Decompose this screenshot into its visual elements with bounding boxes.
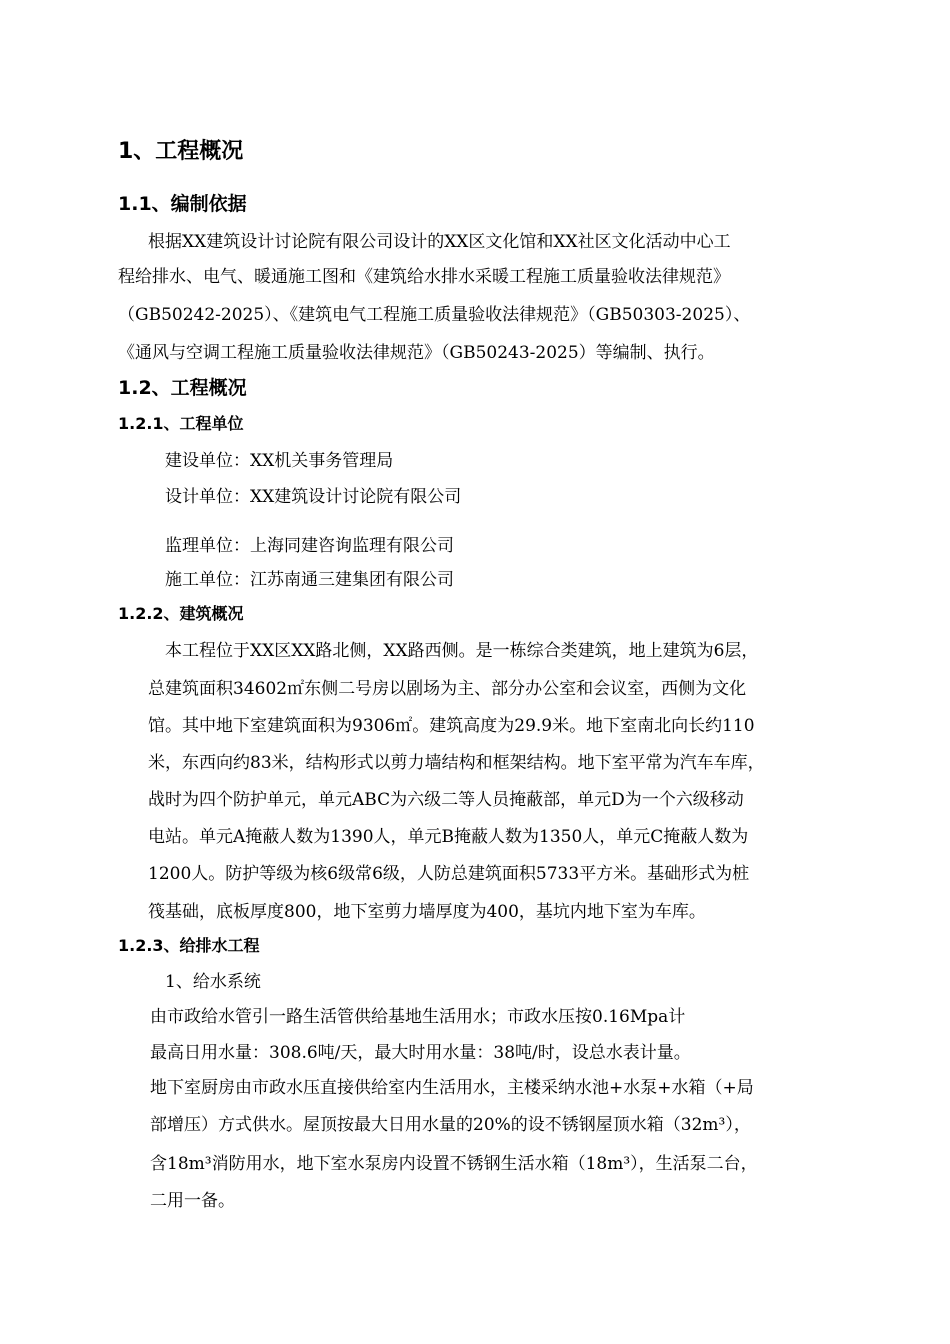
building-line-3: 馆。其中地下室建筑面积为9306㎡。建筑高度为29.9米。地下室南北向长约110 — [148, 716, 755, 736]
water-line-5: 部增压）方式供水。屋顶按最大日用水量的20%的设不锈钢屋顶水箱（32m³）， — [150, 1115, 751, 1135]
unit-construction: 建设单位：XX机关事务管理局 — [165, 451, 394, 471]
section-1-2-heading: 1.2、工程概况 — [118, 377, 247, 399]
unit-design: 设计单位：XX建筑设计讨论院有限公司 — [165, 487, 462, 507]
building-line-7: 1200人。防护等级为核6级常6级，人防总建筑面积5733平方米。基础形式为桩 — [148, 864, 750, 884]
building-line-6: 电站。单元A掩蔽人数为1390人，单元B掩蔽人数为1350人，单元C掩蔽人数为 — [148, 827, 749, 847]
basis-line-3: （GB50242-2025）、《建筑电气工程施工质量验收法律规范》（GB50303-2025）、 — [118, 305, 751, 325]
water-line-4: 地下室厨房由市政水压直接供给室内生活用水，主楼采纳水池+水泵+水箱（+局 — [150, 1078, 754, 1098]
water-line-1: 1、给水系统 — [165, 972, 261, 992]
basis-line-4: 《通风与空调工程施工质量验收法律规范》（GB50243-2025）等编制、执行。 — [118, 343, 715, 363]
water-line-3: 最高日用水量：308.6吨/天，最大时用水量：38吨/时，设总水表计量。 — [150, 1043, 691, 1063]
unit-supervision: 监理单位：上海同建咨询监理有限公司 — [165, 536, 454, 556]
section-1-1-heading: 1.1、编制依据 — [118, 193, 247, 215]
unit-contractor: 施工单位：江苏南通三建集团有限公司 — [165, 570, 454, 590]
section-1-2-3-heading: 1.2.3、给排水工程 — [118, 936, 260, 955]
building-line-8: 筏基础，底板厚度800，地下室剪力墙厚度为400，基坑内地下室为车库。 — [148, 902, 706, 922]
water-line-6: 含18m³消防用水，地下室水泵房内设置不锈钢生活水箱（18m³），生活泵二台， — [150, 1154, 758, 1174]
building-line-1: 本工程位于XX区XX路北侧，XX路西侧。是一栋综合类建筑，地上建筑为6层， — [165, 641, 759, 661]
building-line-4: 米，东西向约83米，结构形式以剪力墙结构和框架结构。地下室平常为汽车车库， — [148, 753, 765, 773]
basis-line-1: 根据XX建筑设计讨论院有限公司设计的XX区文化馆和XX社区文化活动中心工 — [148, 232, 731, 252]
building-line-2: 总建筑面积34602㎡东侧二号房以剧场为主、部分办公室和会议室，西侧为文化 — [148, 679, 747, 699]
section-1-heading: 1、工程概况 — [118, 139, 244, 164]
water-line-2: 由市政给水管引一路生活管供给基地生活用水；市政水压按0.16Mpa计 — [150, 1007, 686, 1027]
section-1-2-1-heading: 1.2.1、工程单位 — [118, 414, 244, 433]
water-line-7: 二用一备。 — [150, 1191, 235, 1211]
basis-line-2: 程给排水、电气、暖通施工图和《建筑给水排水采暖工程施工质量验收法律规范》 — [118, 267, 730, 287]
section-1-2-2-heading: 1.2.2、建筑概况 — [118, 604, 244, 623]
building-line-5: 战时为四个防护单元，单元ABC为六级二等人员掩蔽部，单元D为一个六级移动 — [148, 790, 744, 810]
